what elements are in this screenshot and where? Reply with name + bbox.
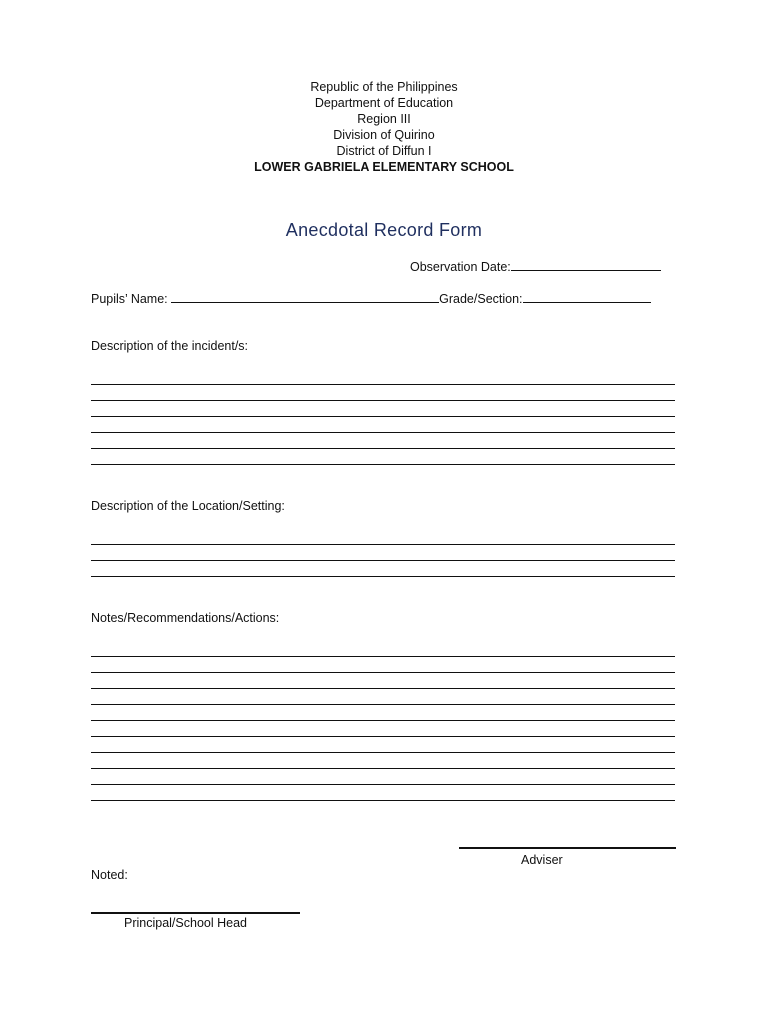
observation-date-label: Observation Date: (410, 260, 511, 274)
principal-signature-line[interactable] (91, 912, 300, 914)
header-line-district: District of Diffun I (336, 144, 432, 158)
writing-line[interactable] (91, 673, 675, 689)
writing-line[interactable] (91, 385, 675, 401)
writing-line[interactable] (91, 769, 675, 785)
observation-date-field[interactable] (511, 258, 661, 271)
writing-line[interactable] (91, 657, 675, 673)
writing-line[interactable] (91, 561, 675, 577)
document-header (0, 79, 768, 175)
header-line-region: Region III (357, 112, 411, 126)
observation-date-row (410, 258, 661, 275)
form-title: Anecdotal Record Form (285, 220, 483, 240)
header-line-department: Department of Education (314, 96, 454, 110)
header-line-division: Division of Quirino (333, 128, 435, 142)
writing-line[interactable] (91, 417, 675, 433)
writing-line[interactable] (91, 529, 675, 545)
principal-label: Principal/School Head (124, 916, 247, 930)
pupils-name-field[interactable] (171, 290, 439, 303)
adviser-signature-line[interactable] (459, 847, 676, 849)
grade-section-label: Grade/Section: (439, 292, 523, 306)
incident-lines[interactable] (91, 369, 675, 465)
writing-line[interactable] (91, 433, 675, 449)
writing-line[interactable] (91, 449, 675, 465)
writing-line[interactable] (91, 705, 675, 721)
writing-line[interactable] (91, 545, 675, 561)
writing-line[interactable] (91, 689, 675, 705)
writing-line[interactable] (91, 369, 675, 385)
adviser-label: Adviser (521, 853, 563, 867)
grade-section-field[interactable] (523, 290, 651, 303)
pupil-info-row (91, 290, 651, 307)
writing-line[interactable] (91, 401, 675, 417)
school-name: LOWER GABRIELA ELEMENTARY SCHOOL (254, 160, 514, 174)
notes-label: Notes/Recommendations/Actions: (91, 611, 280, 625)
writing-line[interactable] (91, 785, 675, 801)
noted-label: Noted: (91, 868, 128, 882)
header-line-republic: Republic of the Philippines (310, 80, 458, 94)
writing-line[interactable] (91, 721, 675, 737)
incident-label: Description of the incident/s: (91, 339, 249, 353)
writing-line[interactable] (91, 737, 675, 753)
pupils-name-label: Pupils’ Name: (91, 292, 168, 306)
writing-line[interactable] (91, 641, 675, 657)
location-lines[interactable] (91, 529, 675, 577)
location-label: Description of the Location/Setting: (91, 499, 285, 513)
writing-line[interactable] (91, 753, 675, 769)
notes-lines[interactable] (91, 641, 675, 801)
